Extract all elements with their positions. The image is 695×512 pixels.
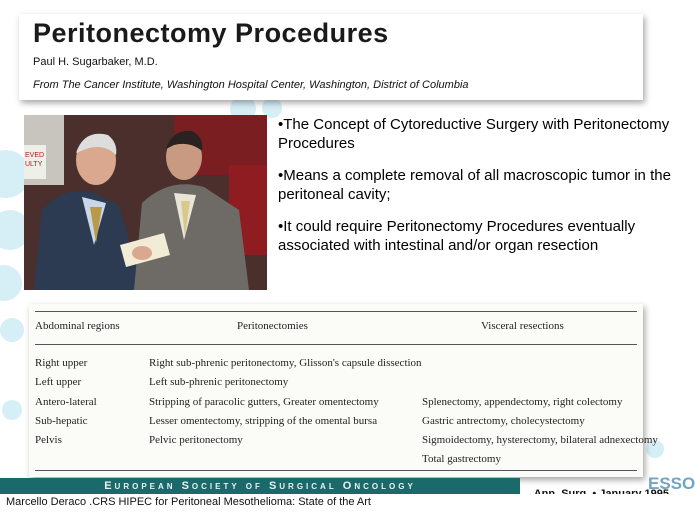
table-cell: Sigmoidectomy, hysterectomy, bilateral adnexectomy bbox=[422, 434, 658, 446]
slide-title: Peritonectomy Procedures bbox=[33, 18, 389, 48]
table-cell: Left upper bbox=[35, 376, 82, 388]
photo-sign-text: EVED ULTY bbox=[25, 152, 45, 168]
background-dot bbox=[2, 400, 22, 420]
author-line: Paul H. Sugarbaker, M.D. bbox=[33, 56, 158, 68]
table-top-rule bbox=[35, 311, 637, 312]
photo-illustration bbox=[24, 115, 267, 290]
affiliation-line: From The Cancer Institute, Washington Hospital Center, Washington, District of Columbia bbox=[33, 79, 469, 91]
table-cell: Gastric antrectomy, cholecystectomy bbox=[422, 415, 585, 427]
esso-logo: ESSO bbox=[648, 474, 695, 493]
table-bottom-rule bbox=[35, 470, 637, 471]
column-header-visceral: Visceral resections bbox=[481, 320, 564, 332]
background-dot bbox=[0, 265, 22, 301]
bullet-list bbox=[278, 115, 673, 268]
column-header-peritonectomies: Peritonectomies bbox=[237, 320, 308, 332]
table-cell: Stripping of paracolic gutters, Greater omentectomy bbox=[149, 396, 379, 408]
column-header-regions: Abdominal regions bbox=[35, 320, 120, 332]
table-header-rule bbox=[35, 344, 637, 345]
table-cell: Right upper bbox=[35, 357, 88, 369]
table-cell: Lesser omentectomy, stripping of the omental bursa bbox=[149, 415, 378, 427]
bullet-item: •Means a complete removal of all macroscopic tumor in the peritoneal cavity; bbox=[278, 167, 671, 203]
table-cell: Left sub-phrenic peritonectomy bbox=[149, 376, 289, 388]
table-cell: Splenectomy, appendectomy, right colectomy bbox=[422, 396, 623, 408]
bullet-item: •It could require Peritonectomy Procedures eventually associated with intestinal and/or organ resection bbox=[278, 218, 636, 254]
header-card bbox=[19, 14, 643, 100]
table-cell: Total gastrectomy bbox=[422, 453, 501, 465]
bullet-item: •The Concept of Cytoreductive Surgery with Peritonectomy Procedures bbox=[278, 116, 670, 152]
photo-two-surgeons bbox=[24, 115, 267, 290]
table-cell: Right sub-phrenic peritonectomy, Glisson's capsule dissection bbox=[149, 357, 422, 369]
table-cell: Antero-lateral bbox=[35, 396, 97, 408]
footer-text: Marcello Deraco .CRS HIPEC for Peritoneal Mesothelioma: State of the Art bbox=[6, 496, 371, 508]
table-cell: Sub-hepatic bbox=[35, 415, 88, 427]
table-cell: Pelvis bbox=[35, 434, 62, 446]
table-cell: Pelvic peritonectomy bbox=[149, 434, 243, 446]
peritonectomy-table bbox=[29, 304, 658, 477]
footer bbox=[0, 494, 683, 512]
society-band: European Society of Surgical Oncology bbox=[0, 478, 520, 494]
background-dot bbox=[0, 318, 24, 342]
